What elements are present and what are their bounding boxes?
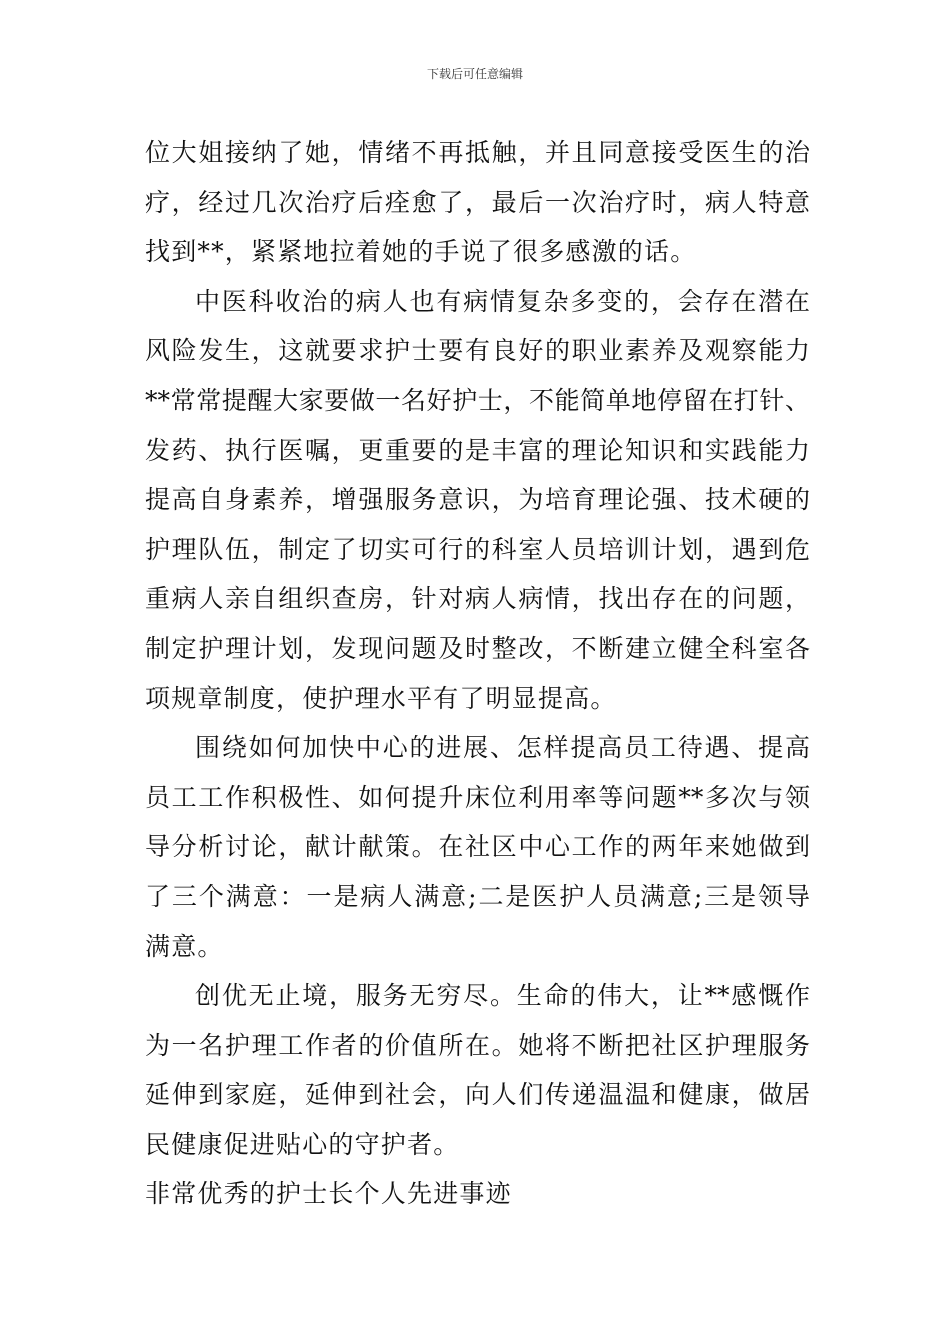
text-line: 员工工作积极性、如何提升床位利用率等问题**多次与领 <box>145 782 810 812</box>
text-line: 民健康促进贴心的守护者。 <box>145 1129 460 1159</box>
text-line: 为一名护理工作者的价值所在。她将不断把社区护理服务 <box>145 1030 810 1060</box>
text-line: 满意。 <box>145 931 224 961</box>
text-line: 发药、执行医嘱，更重要的是丰富的理论知识和实践能力 <box>145 435 810 465</box>
text-line: 了三个满意：一是病人满意;二是医护人员满意;三是领导 <box>145 881 810 911</box>
text-line: 找到**，紧紧地拉着她的手说了很多感激的话。 <box>145 237 697 267</box>
text-line: 位大姐接纳了她，情绪不再抵触，并且同意接受医生的治 <box>145 138 810 167</box>
text-line: 延伸到家庭，延伸到社会，向人们传递温温和健康，做居 <box>145 1080 810 1110</box>
paragraph-start-line: 中医科收治的病人也有病情复杂多变的，会存在潜在 <box>195 286 810 316</box>
text-line: 重病人亲自组织查房，针对病人病情，找出存在的问题， <box>145 584 810 614</box>
text-line: **常常提醒大家要做一名好护士，不能简单地停留在打针、 <box>145 385 810 415</box>
text-line: 护理队伍，制定了切实可行的科室人员培训计划，遇到危 <box>145 534 810 564</box>
paragraph-start-line: 创优无止境，服务无穷尽。生命的伟大，让**感慨作 <box>195 981 810 1011</box>
text-line: 提高自身素养，增强服务意识，为培育理论强、技术硬的 <box>145 485 810 515</box>
text-line: 风险发生，这就要求护士要有良好的职业素养及观察能力 <box>145 336 810 366</box>
paragraph-start-line: 围绕如何加快中心的进展、怎样提高员工待遇、提高 <box>195 733 810 763</box>
text-line: 导分析讨论，献计献策。在社区中心工作的两年来她做到 <box>145 832 810 862</box>
text-line: 项规章制度，使护理水平有了明显提高。 <box>145 683 617 713</box>
text-line: 疗，经过几次治疗后痊愈了，最后一次治疗时，病人特意 <box>145 187 810 217</box>
text-line: 制定护理计划，发现问题及时整改，不断建立健全科室各 <box>145 633 810 663</box>
document-body <box>145 128 810 1219</box>
page-header: 下载后可任意编辑 <box>426 67 523 81</box>
section-title: 非常优秀的护士长个人先进事迹 <box>145 1179 512 1209</box>
